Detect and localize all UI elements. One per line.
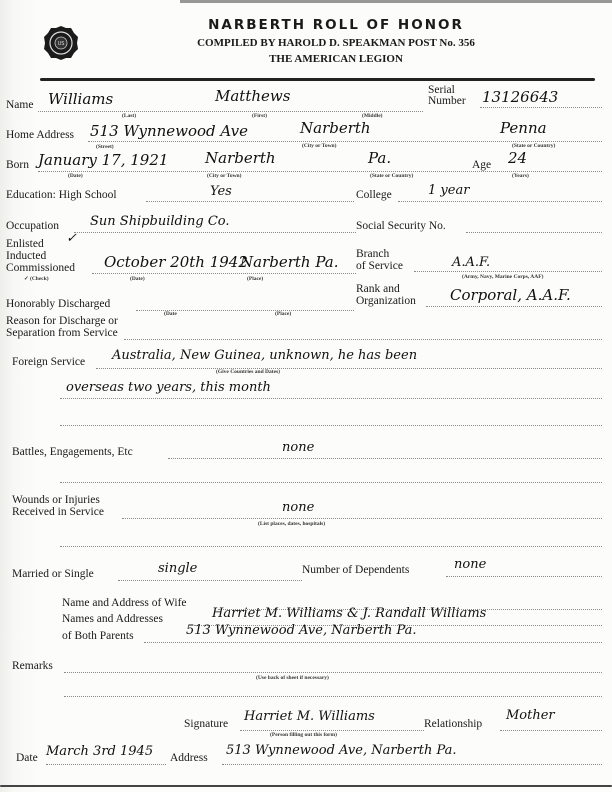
caption-years: (Years) <box>512 173 529 179</box>
svg-text:US: US <box>57 41 65 47</box>
birth-date-value[interactable]: January 17, 1921 <box>38 151 169 169</box>
enlisted-check-mark[interactable]: ✓ <box>66 231 77 246</box>
ssn-label: Social Security No. <box>356 220 446 232</box>
battles-line-2 <box>60 482 602 483</box>
caption-city: (City or Town) <box>302 143 337 149</box>
relationship-label: Relationship <box>424 718 483 730</box>
caption-branch: (Army, Navy, Marine Corps, AAF) <box>462 274 544 280</box>
relationship-line <box>500 730 602 731</box>
form-subtitle: COMPILED BY HAROLD D. SPEAKMAN POST No. 356 <box>197 37 475 49</box>
battles-value[interactable]: none <box>282 440 315 455</box>
marital-status-line <box>118 580 302 581</box>
address-label: Address <box>170 752 208 764</box>
serial-label: Serial <box>428 84 455 96</box>
first-name-value[interactable]: Matthews <box>215 87 291 105</box>
ssn-line <box>466 232 602 233</box>
dependents-value[interactable]: none <box>454 557 487 572</box>
college-label: College <box>356 189 392 201</box>
dependents-line <box>446 576 602 577</box>
inducted-label: Inducted <box>6 250 47 262</box>
college-line <box>398 201 602 202</box>
caption-entry-date: (Date) <box>130 276 145 282</box>
high-school-line <box>146 201 354 202</box>
commissioned-label: Commissioned <box>6 262 76 274</box>
name-label: Name <box>6 99 34 111</box>
high-school-value[interactable]: Yes <box>210 184 232 199</box>
foreign-service-line-3 <box>60 425 602 426</box>
foreign-service-value-1[interactable]: Australia, New Guinea, unknown, he has been <box>112 348 418 363</box>
wounds-label-2: Received in Service <box>12 506 104 518</box>
remarks-line-2 <box>64 696 602 697</box>
caption-discharge-date: (Date <box>164 311 177 317</box>
branch-label: Branch <box>356 248 390 260</box>
entry-line <box>92 273 356 274</box>
organization-name: THE AMERICAN LEGION <box>269 53 403 65</box>
caption-state: (State or Country) <box>512 143 556 149</box>
caption-first: (First) <box>252 113 267 119</box>
wife-label: Name and Address of Wife <box>62 597 187 609</box>
born-label: Born <box>6 159 29 171</box>
signature-line <box>240 730 424 731</box>
caption-foreign-service: (Give Countries and Dates) <box>216 369 281 375</box>
relationship-value[interactable]: Mother <box>506 708 555 723</box>
header-divider <box>40 78 595 81</box>
date-line <box>46 764 166 765</box>
last-name-value[interactable]: Williams <box>48 90 114 108</box>
date-value[interactable]: March 3rd 1945 <box>46 744 154 759</box>
caption-last: (Last) <box>122 113 137 119</box>
parents-address-line <box>144 642 602 643</box>
address-line <box>222 764 602 765</box>
city-value[interactable]: Narberth <box>300 119 371 137</box>
foreign-service-line-2 <box>60 398 602 399</box>
signature-value[interactable]: Harriet M. Williams <box>244 709 375 724</box>
occupation-line <box>74 232 356 233</box>
branch-line <box>414 271 602 272</box>
age-value[interactable]: 24 <box>508 149 528 167</box>
rank-label: Rank and <box>356 283 400 295</box>
serial-line <box>480 107 602 108</box>
page-bottom-edge <box>0 785 612 787</box>
age-label: Age <box>472 159 492 171</box>
wounds-line-2 <box>60 546 602 547</box>
caption-birth-state: (State or Country) <box>370 173 414 179</box>
marital-status-label: Married or Single <box>12 568 94 580</box>
caption-check: ✓ (Check) <box>24 276 49 282</box>
discharged-label: Honorably Discharged <box>6 298 111 310</box>
born-line <box>38 171 602 172</box>
wounds-line <box>122 518 602 519</box>
rank-value[interactable]: Corporal, A.A.F. <box>450 286 571 304</box>
caption-wounds: (List places, dates, hospitals) <box>258 521 326 527</box>
wounds-label: Wounds or Injuries <box>12 494 100 506</box>
parents-label-2: of Both Parents <box>62 630 134 642</box>
parents-names-value[interactable]: Harriet M. Williams & J. Randall Williams <box>212 606 487 621</box>
wounds-value[interactable]: none <box>282 500 315 515</box>
caption-date: (Date) <box>68 173 83 179</box>
caption-discharge-place: (Place) <box>275 311 292 317</box>
home-address-label: Home Address <box>6 129 75 141</box>
home-address-line <box>88 141 602 142</box>
birth-state-value[interactable]: Pa. <box>368 149 392 167</box>
occupation-value[interactable]: Sun Shipbuilding Co. <box>90 214 230 229</box>
signature-label: Signature <box>184 718 229 730</box>
branch-value[interactable]: A.A.F. <box>452 255 491 270</box>
caption-birth-city: (City or Town) <box>207 173 242 179</box>
caption-signature: (Person filling out this form) <box>270 732 337 738</box>
education-label: Education: High School <box>6 189 117 201</box>
caption-middle: (Middle) <box>362 113 383 119</box>
rank-line <box>426 306 602 307</box>
battles-label: Battles, Engagements, Etc <box>12 446 133 458</box>
serial-number-value[interactable]: 13126643 <box>482 88 559 106</box>
name-line <box>38 111 423 112</box>
reason-label: Reason for Discharge or <box>6 315 118 327</box>
enlisted-label: Enlisted <box>6 238 44 250</box>
battles-line <box>168 458 602 459</box>
serial-label-2: Number <box>428 95 466 107</box>
occupation-label: Occupation <box>6 220 60 232</box>
parents-address-value[interactable]: 513 Wynnewood Ave, Narberth Pa. <box>186 623 417 638</box>
foreign-service-line-1 <box>96 368 602 369</box>
caption-remarks: (Use back of sheet if necessary) <box>256 675 329 681</box>
dependents-label: Number of Dependents <box>302 564 410 576</box>
street-value[interactable]: 513 Wynnewood Ave <box>90 122 249 140</box>
caption-entry-place: (Place) <box>247 276 264 282</box>
foreign-service-label: Foreign Service <box>12 356 86 368</box>
branch-label-2: of Service <box>356 260 403 272</box>
remarks-label: Remarks <box>12 660 53 672</box>
foreign-service-value-2[interactable]: overseas two years, this month <box>66 380 271 395</box>
parents-label: Names and Addresses <box>62 613 163 625</box>
state-value[interactable]: Penna <box>500 119 547 137</box>
reason-line <box>124 339 602 340</box>
birth-city-value[interactable]: Narberth <box>205 149 276 167</box>
entry-place-value[interactable]: Narberth Pa. <box>240 253 339 271</box>
marital-status-value[interactable]: single <box>158 561 198 576</box>
date-label: Date <box>16 752 38 764</box>
form-title: NARBERTH ROLL OF HONOR <box>208 17 464 33</box>
scan-edge <box>180 0 612 3</box>
reason-label-2: Separation from Service <box>6 327 118 339</box>
rank-label-2: Organization <box>356 295 416 307</box>
address-value[interactable]: 513 Wynnewood Ave, Narberth Pa. <box>226 743 457 758</box>
remarks-line <box>64 672 602 673</box>
college-value[interactable]: 1 year <box>428 183 470 198</box>
caption-street: (Street) <box>96 144 114 150</box>
entry-date-value[interactable]: October 20th 1942 <box>104 253 248 271</box>
